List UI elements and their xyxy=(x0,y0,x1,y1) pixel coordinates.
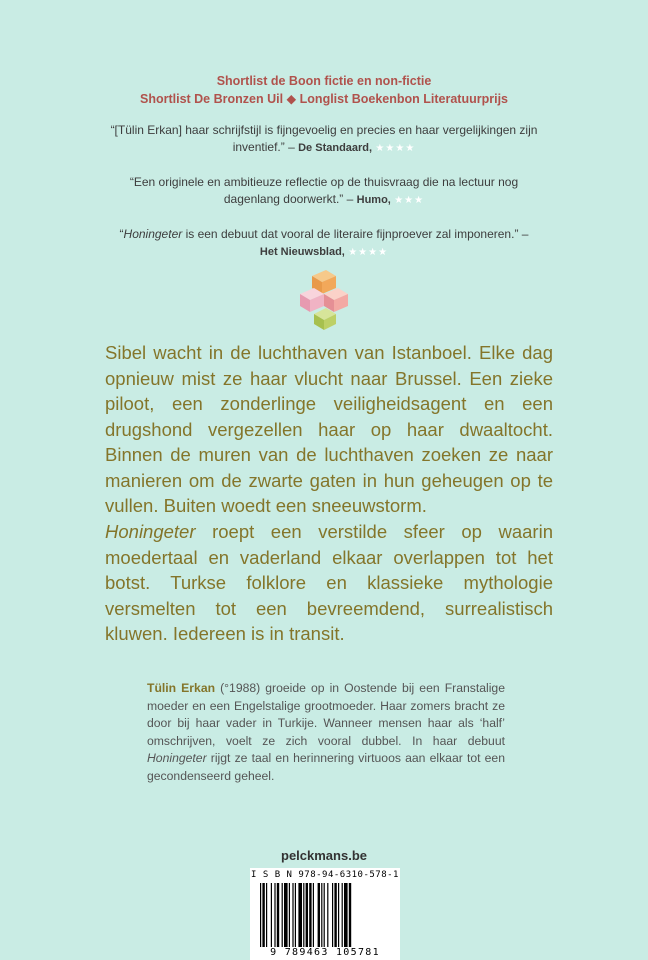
author-bio xyxy=(147,680,505,785)
barcode-bar xyxy=(321,883,322,947)
rating-stars-icon: ★★★★ xyxy=(348,247,389,258)
rating-stars-icon: ★★★ xyxy=(394,195,425,206)
publisher-website: pelckmans.be xyxy=(281,848,367,863)
author-bio-text-b: rijgt ze taal en herinnering virtuoos aan elkaar tot een gecondenseerd geheel. xyxy=(147,751,505,783)
quote-text: is een debuut dat vooral de literaire fijnproever zal imponeren.” – xyxy=(182,227,529,241)
barcode-bar xyxy=(342,883,343,947)
rating-stars-icon: ★★★★ xyxy=(375,143,416,154)
barcode-bar xyxy=(277,883,279,947)
barcode-bar xyxy=(260,883,261,947)
blurb-book-title: Honingeter xyxy=(105,521,196,542)
barcode-bar xyxy=(313,883,314,947)
barcode-bar xyxy=(309,883,311,947)
review-quote-nieuwsblad xyxy=(110,226,538,261)
blurb-paragraph-1: Sibel wacht in de luchthaven van Istanboel. Elke dag opnieuw mist ze haar vlucht naar Brussel. Een zieke piloot, een zonderlinge veiligheidsagent en een drugshond vergezellen haar op haar dwaaltocht. Binnen de muren van de luchthaven zoeken ze naar manieren om de zwarte gaten in hun geheugen op te vullen. Buiten woedt een sneeuwstorm. xyxy=(105,342,553,516)
author-name: Tülin Erkan xyxy=(147,681,216,695)
isbn-digits: 9 789463 105781 xyxy=(270,947,380,958)
award-line-2 xyxy=(0,90,648,108)
barcode-bar xyxy=(303,883,304,947)
barcode-bar xyxy=(306,883,308,947)
barcode-bar xyxy=(262,883,264,947)
award-boekenbon: Longlist Boekenbon Literatuurprijs xyxy=(299,92,508,106)
barcode-bar xyxy=(274,883,275,947)
barcode-bar xyxy=(334,883,336,947)
barcode-bars-icon xyxy=(260,883,390,947)
review-quote-standaard xyxy=(110,122,538,157)
quote-source: Het Nieuwsblad, xyxy=(259,246,345,258)
turkish-delight-cubes-icon xyxy=(298,268,350,332)
barcode-bar xyxy=(324,883,325,947)
quote-text: “[Tülin Erkan] haar schrijfstijl is fijngevoelig en precies en haar vergelijkingen zijn inventief.” – xyxy=(110,123,538,154)
barcode-bar xyxy=(318,883,320,947)
quote-source: De Standaard, xyxy=(298,142,373,154)
quote-source: Humo, xyxy=(356,194,391,206)
barcode-bar xyxy=(289,883,290,947)
barcode-bar xyxy=(271,883,272,947)
barcode-bar xyxy=(266,883,267,947)
barcode-bar xyxy=(292,883,293,947)
author-bio-text-a: (°1988) groeide op in Oostende bij een Franstalige moeder en een Engelstalige grootmoeder. Haar zomers bracht ze door bij haar vader in Turkije. Wanneer mensen haar als ‘half’ omschrijven, voelt ze zich vooral dubbel. In haar debuut xyxy=(147,681,505,748)
barcode-bar xyxy=(344,883,348,947)
quote-text: “Een originele en ambitieuze reflectie op de thuisvraag die na lectuur nog dagenlang doorwerkt.” – xyxy=(129,175,519,206)
awards-block xyxy=(0,72,648,108)
award-bronzen-uil: Shortlist De Bronzen Uil xyxy=(139,92,284,106)
blurb-paragraph-2-text: roept een verstilde sfeer op waarin moedertaal en vaderland elkaar overlappen tot het botst. Turkse folklore en klassieke mythologie versmelten tot een bevreemdend, surrealistisch kluwen. Iedereen is in transit. xyxy=(105,521,553,644)
barcode-bar xyxy=(295,883,296,947)
isbn-barcode xyxy=(250,868,400,960)
barcode-bar xyxy=(298,883,302,947)
blurb-paragraph-2 xyxy=(105,519,553,647)
quote-book-title: Honingeter xyxy=(123,227,183,241)
review-quote-humo xyxy=(110,174,538,209)
barcode-bar xyxy=(349,883,351,947)
barcode-bar xyxy=(338,883,339,947)
barcode-bar xyxy=(332,883,333,947)
barcode-bar xyxy=(327,883,328,947)
barcode-bar xyxy=(282,883,283,947)
isbn-label: I S B N 978-94-6310-578-1 xyxy=(251,870,399,880)
barcode-bar xyxy=(284,883,288,947)
diamond-separator-icon: ◆ xyxy=(286,92,297,106)
quote-open-mark: “ xyxy=(119,227,124,241)
author-bio-book-title: Honingeter xyxy=(147,751,207,765)
award-line-1: Shortlist de Boon fictie en non-fictie xyxy=(216,74,432,88)
